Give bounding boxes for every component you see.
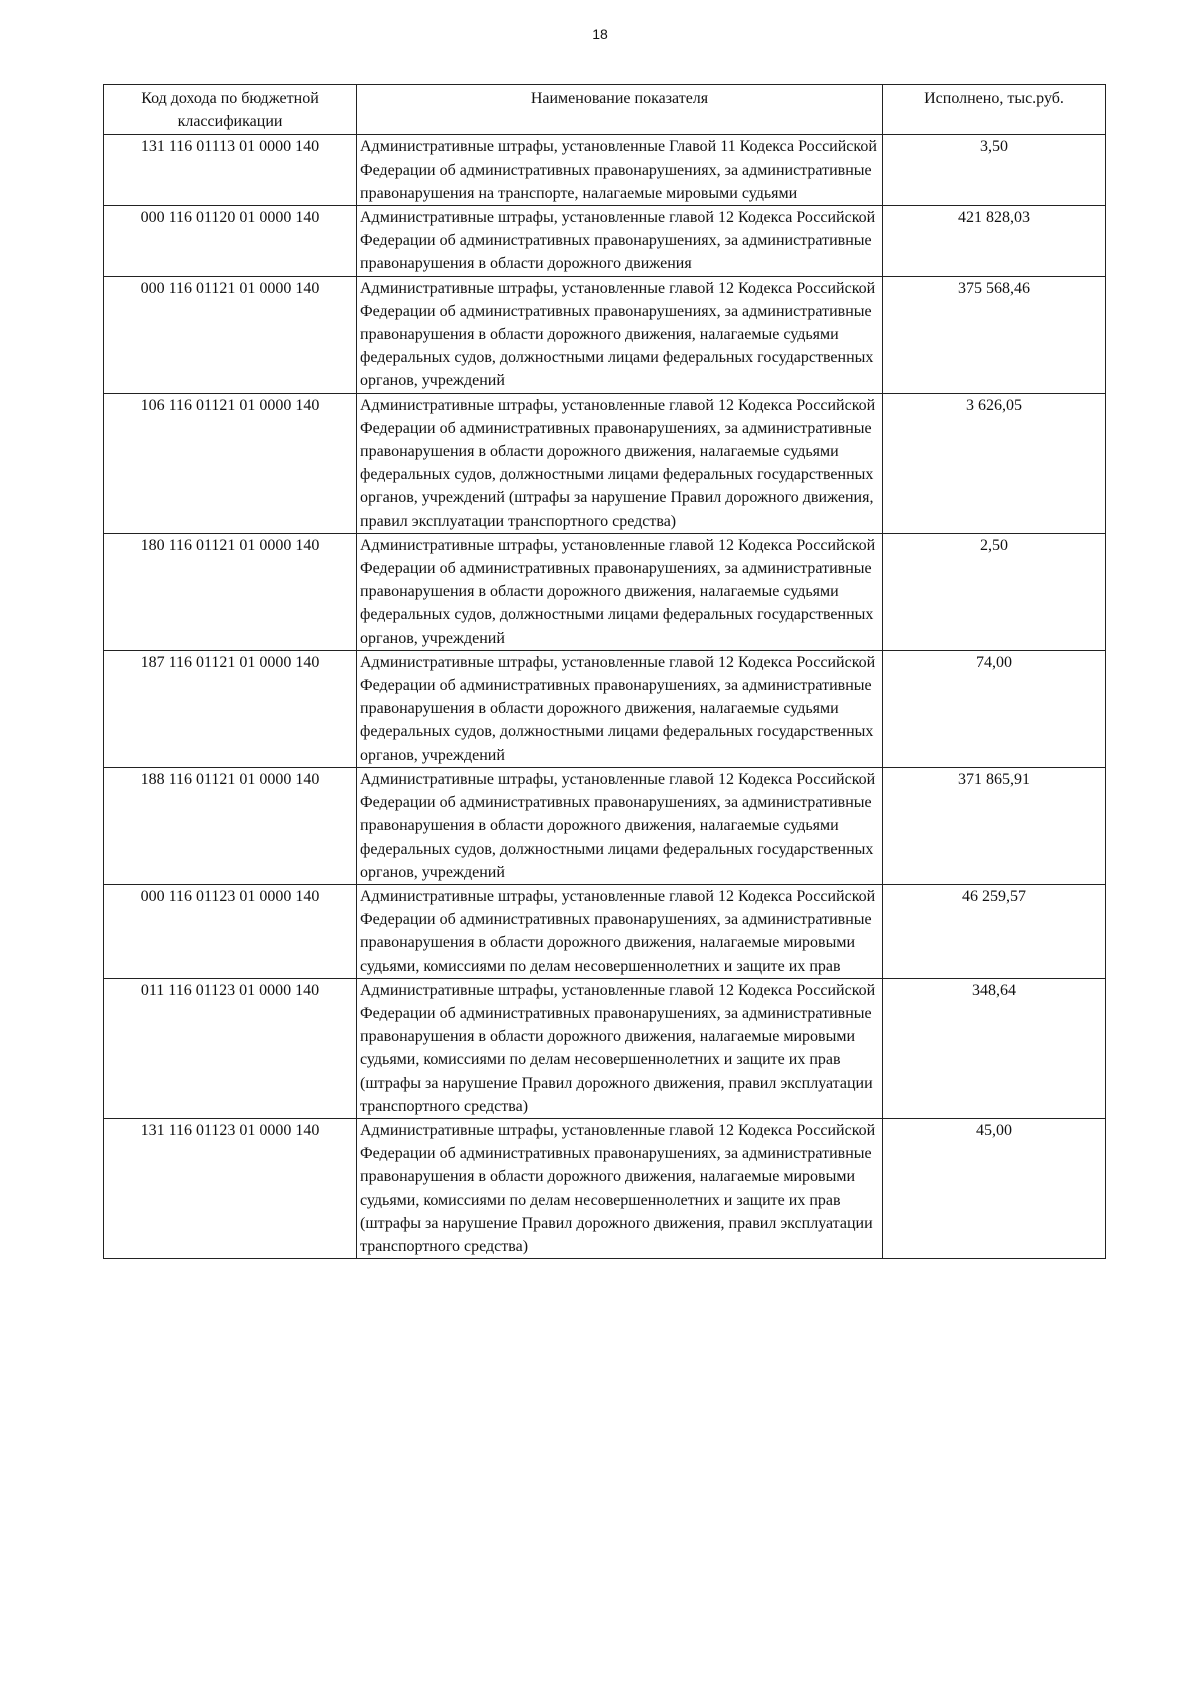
row-value: 74,00 — [883, 650, 1106, 767]
row-value: 375 568,46 — [883, 276, 1106, 393]
row-name: Административные штрафы, установленные главой 12 Кодекса Российской Федерации об административных правонарушениях, за административные правонарушения в области дорожного движения — [357, 206, 883, 277]
table-row — [104, 1118, 1106, 1258]
row-value: 3,50 — [883, 135, 1106, 206]
row-name: Административные штрафы, установленные главой 12 Кодекса Российской Федерации об административных правонарушениях, за административные правонарушения в области дорожного движения, налагаемые мировыми судьями, комиссиями по делам несовершеннолетних и защите их прав (штрафы за нарушение Правил дорожного движения, правил эксплуатации транспортного средства) — [357, 1118, 883, 1258]
revenue-table — [103, 84, 1106, 1259]
row-value: 3 626,05 — [883, 393, 1106, 533]
table-row — [104, 650, 1106, 767]
header-name: Наименование показателя — [357, 85, 883, 135]
row-name: Административные штрафы, установленные Главой 11 Кодекса Российской Федерации об административных правонарушениях, за административные правонарушения на транспорте, налагаемые мировыми судьями — [357, 135, 883, 206]
row-code: 011 116 01123 01 0000 140 — [104, 978, 357, 1118]
table-row — [104, 533, 1106, 650]
row-value: 421 828,03 — [883, 206, 1106, 277]
row-code: 000 116 01123 01 0000 140 — [104, 884, 357, 978]
row-value: 46 259,57 — [883, 884, 1106, 978]
header-value: Исполнено, тыс.руб. — [883, 85, 1106, 135]
row-name: Административные штрафы, установленные главой 12 Кодекса Российской Федерации об административных правонарушениях, за административные правонарушения в области дорожного движения, налагаемые судьями федеральных судов, должностными лицами федеральных государственных органов, учреждений — [357, 533, 883, 650]
table-row — [104, 135, 1106, 206]
page-number: 18 — [592, 26, 608, 42]
table-row — [104, 767, 1106, 884]
row-value: 348,64 — [883, 978, 1106, 1118]
table-row — [104, 206, 1106, 277]
row-code: 106 116 01121 01 0000 140 — [104, 393, 357, 533]
row-name: Административные штрафы, установленные главой 12 Кодекса Российской Федерации об административных правонарушениях, за административные правонарушения в области дорожного движения, налагаемые судьями федеральных судов, должностными лицами федеральных государственных органов, учреждений (штрафы за нарушение Правил дорожного движения, правил эксплуатации транспортного средства) — [357, 393, 883, 533]
row-code: 000 116 01121 01 0000 140 — [104, 276, 357, 393]
row-value: 371 865,91 — [883, 767, 1106, 884]
table-row — [104, 276, 1106, 393]
row-code: 131 116 01123 01 0000 140 — [104, 1118, 357, 1258]
row-code: 131 116 01113 01 0000 140 — [104, 135, 357, 206]
row-code: 000 116 01120 01 0000 140 — [104, 206, 357, 277]
table-row — [104, 884, 1106, 978]
table-row — [104, 978, 1106, 1118]
row-name: Административные штрафы, установленные главой 12 Кодекса Российской Федерации об административных правонарушениях, за административные правонарушения в области дорожного движения, налагаемые судьями федеральных судов, должностными лицами федеральных государственных органов, учреждений — [357, 650, 883, 767]
row-name: Административные штрафы, установленные главой 12 Кодекса Российской Федерации об административных правонарушениях, за административные правонарушения в области дорожного движения, налагаемые судьями федеральных судов, должностными лицами федеральных государственных органов, учреждений — [357, 767, 883, 884]
row-value: 45,00 — [883, 1118, 1106, 1258]
row-code: 180 116 01121 01 0000 140 — [104, 533, 357, 650]
row-code: 187 116 01121 01 0000 140 — [104, 650, 357, 767]
table-row — [104, 393, 1106, 533]
row-name: Административные штрафы, установленные главой 12 Кодекса Российской Федерации об административных правонарушениях, за административные правонарушения в области дорожного движения, налагаемые мировыми судьями, комиссиями по делам несовершеннолетних и защите их прав — [357, 884, 883, 978]
header-code: Код дохода по бюджетной классификации — [104, 85, 357, 135]
row-code: 188 116 01121 01 0000 140 — [104, 767, 357, 884]
row-name: Административные штрафы, установленные главой 12 Кодекса Российской Федерации об административных правонарушениях, за административные правонарушения в области дорожного движения, налагаемые мировыми судьями, комиссиями по делам несовершеннолетних и защите их прав (штрафы за нарушение Правил дорожного движения, правил эксплуатации транспортного средства) — [357, 978, 883, 1118]
row-value: 2,50 — [883, 533, 1106, 650]
row-name: Административные штрафы, установленные главой 12 Кодекса Российской Федерации об административных правонарушениях, за административные правонарушения в области дорожного движения, налагаемые судьями федеральных судов, должностными лицами федеральных государственных органов, учреждений — [357, 276, 883, 393]
table-header-row — [104, 85, 1106, 135]
